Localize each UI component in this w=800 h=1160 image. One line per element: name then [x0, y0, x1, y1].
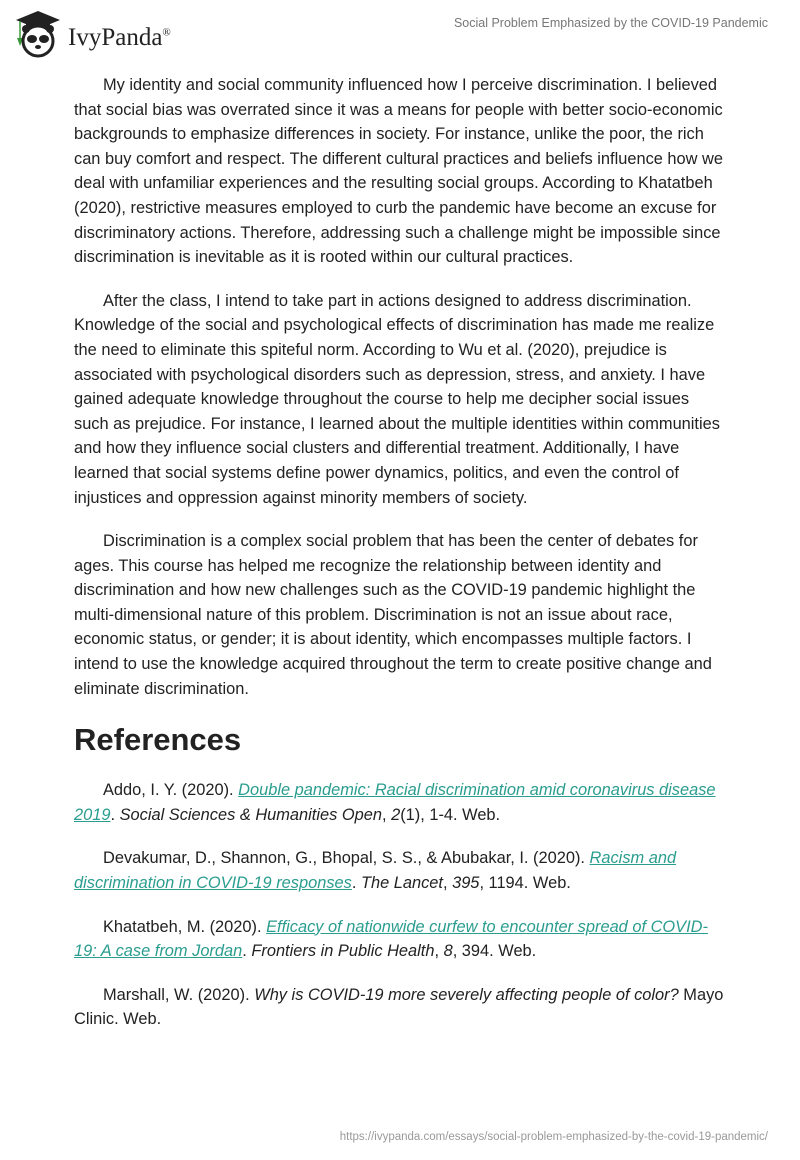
reference-link[interactable]: Racism and discrimination in COVID-19 responses: [74, 849, 677, 893]
paragraph: Discrimination is a complex social problem that has been the center of debates for ages. This course has helped me recognize the relationship between identity and discrimination and how new challenges such as the COVID-19 pandemic highlight the multi-dimensional nature of this problem. Discrimination is not an issue about race, economic status, or gender; it is about identity, which encompasses multiple factors. I intend to use the knowledge acquired throughout the term to create positive change and eliminate discrimination.: [74, 532, 712, 698]
reference-item: Addo, I. Y. (2020). Double pandemic: Racial discrimination amid coronavirus disease 2019. Social Sciences & Humanities Open, 2(1), 1-4. Web.: [74, 781, 716, 824]
paragraph: After the class, I intend to take part in actions designed to address discrimination. Knowledge of the social and psychological effects of discrimination has made me realize the need to eliminate this spiteful norm. According to Wu et al. (2020), prejudice is associated with psychological disorders such as depression, stress, and anxiety. I have gained adequate knowledge throughout the course to help me decipher social issues such as prejudice. For instance, I learned about the multiple identities within communities and how they influence social clusters and differential treatment. Additionally, I have learned that social systems define power dynamics, politics, and even the control of injustices and oppression against minority members of society.: [74, 291, 720, 507]
reference-item: Marshall, W. (2020). Why is COVID-19 more severely affecting people of color? Mayo Clinic. Web.: [74, 985, 724, 1029]
paragraph: My identity and social community influenced how I perceive discrimination. I believed that social bias was overrated since it was a means for people with better socio-economic backgrounds to emphasize differences in society. For instance, unlike the poor, the rich can buy comfort and respect. The different cultural practices and beliefs influence how we deal with unfamiliar experiences and the resulting social groups. According to Khatatbeh (2020), restrictive measures employed to curb the pandemic have become an excuse for discriminatory actions. Therefore, addressing such a challenge might be impossible since discrimination is inevitable as it is rooted within our cultural practices.: [74, 76, 724, 267]
reference-item: Khatatbeh, M. (2020). Efficacy of nationwide curfew to encounter spread of COVID-19: A case from Jordan. Frontiers in Public Health, 8, 394. Web.: [74, 917, 708, 961]
source-url: https://ivypanda.com/essays/social-problem-emphasized-by-the-covid-19-pandemic/: [339, 1131, 768, 1143]
brand-name: IvyPanda: [68, 24, 163, 51]
reference-link[interactable]: Efficacy of nationwide curfew to encounter spread of COVID-19: A case from Jordan: [74, 917, 708, 961]
registered-mark: ®: [162, 26, 171, 39]
reference-link[interactable]: Double pandemic: Racial discrimination amid coronavirus disease 2019: [74, 781, 716, 824]
document-title: Social Problem Emphasized by the COVID-19 Pandemic: [453, 16, 768, 30]
references-heading: References: [74, 722, 242, 758]
reference-item: Devakumar, D., Shannon, G., Bhopal, S. S., & Abubakar, I. (2020). Racism and discrimination in COVID-19 responses. The Lancet, 395, 1194. Web.: [74, 849, 677, 893]
essay-body: [74, 73, 726, 1051]
panda-graduate-icon: [12, 8, 64, 58]
ivypanda-logo[interactable]: [12, 8, 171, 58]
